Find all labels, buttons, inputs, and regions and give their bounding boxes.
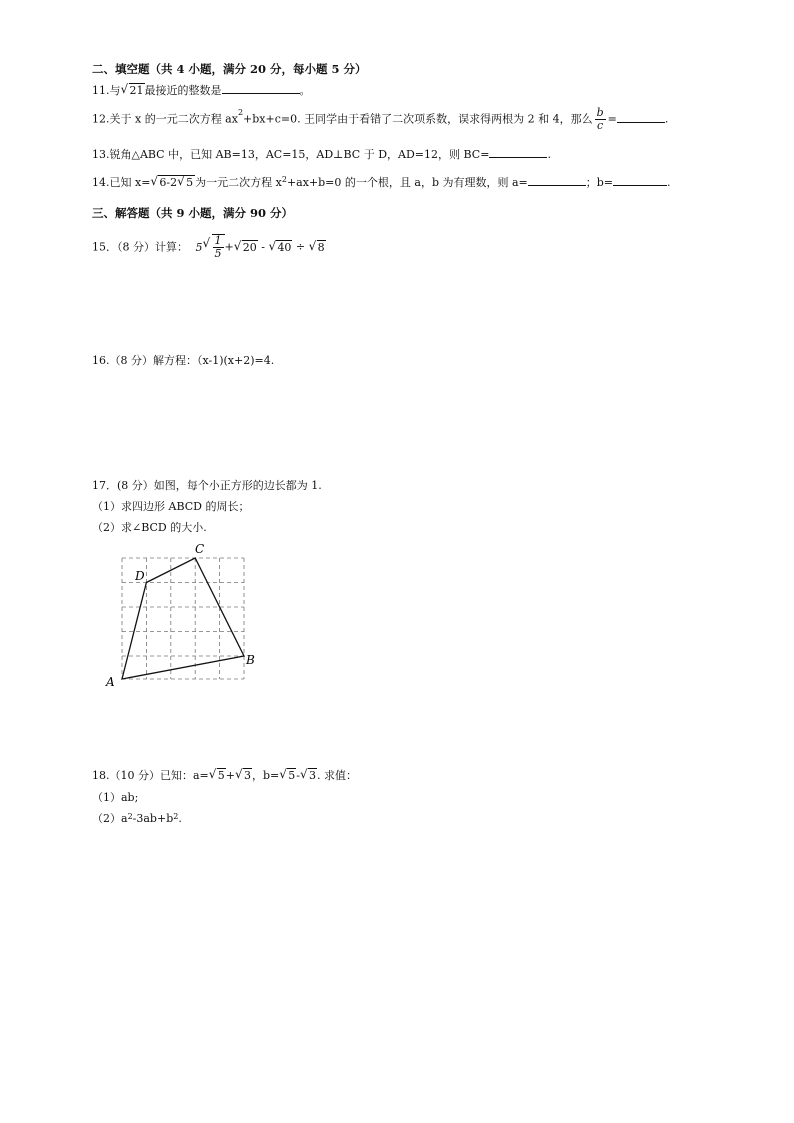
q18-part2-c: . bbox=[178, 812, 182, 825]
question-18 bbox=[92, 768, 357, 784]
q14-sup: 2 bbox=[281, 175, 287, 184]
q18-part2-a: （2）a bbox=[92, 812, 128, 825]
question-18-part1: （1）ab; bbox=[92, 791, 139, 804]
q15-plus: + bbox=[224, 240, 234, 254]
q14-a-blank[interactable] bbox=[528, 174, 586, 186]
q12-text2: +bx+c=0. 王同学由于看错了二次项系数，误求得两根为 2 和 4，那么 bbox=[243, 112, 593, 126]
q18-sup-1: 2 bbox=[127, 812, 133, 821]
q14-mid: 为一元二次方程 x bbox=[195, 176, 282, 189]
q18-prefix: 18.（10 分）已知：a= bbox=[92, 769, 209, 782]
grid-svg bbox=[100, 540, 270, 690]
sqrt-frac-1-5: √ $\frac{1}{5}$ bbox=[203, 234, 225, 260]
question-13: 13.锐角△ABC 中，已知 AB=13，AC=15，AD⊥BC 于 D，AD=12，则 BC= . bbox=[92, 148, 551, 161]
question-11 bbox=[92, 82, 311, 99]
q12-answer-blank[interactable] bbox=[617, 111, 665, 123]
q15-label: 15．（8 分）计算： bbox=[92, 240, 188, 254]
q14-b-blank[interactable] bbox=[613, 174, 667, 186]
sqrt-3-b: √ 3 bbox=[300, 768, 317, 784]
question-17-part2: （2）求∠BCD 的大小. bbox=[92, 521, 207, 534]
question-18-part2 bbox=[92, 811, 182, 827]
quadrilateral-grid-figure bbox=[100, 540, 270, 693]
q11-end: 。 bbox=[299, 84, 311, 97]
q18-part2-b: -3ab+b bbox=[132, 812, 174, 825]
question-17-title: 17．(8 分）如图，每个小正方形的边长都为 1. bbox=[92, 479, 322, 492]
q11-answer-blank[interactable] bbox=[222, 82, 300, 94]
q13-answer-blank[interactable] bbox=[489, 146, 547, 158]
q14-prefix: 14.已知 x= bbox=[92, 176, 151, 189]
sqrt-21: √ 21 bbox=[121, 83, 145, 99]
vertex-label-d: D bbox=[135, 569, 145, 583]
section-3-heading: 三、解答题（共 9 小题，满分 90 分） bbox=[92, 206, 294, 220]
sqrt-20: √ 20 bbox=[234, 237, 258, 259]
q15-minus: - bbox=[257, 240, 269, 254]
vertex-label-a: A bbox=[106, 675, 115, 689]
q14-sep: ；b= bbox=[585, 176, 614, 189]
q15-coef: 5 bbox=[195, 240, 203, 254]
section-2-heading: 二、填空题（共 4 小题，满分 20 分，每小题 5 分） bbox=[92, 62, 367, 76]
q18-plus: + bbox=[225, 769, 235, 782]
question-17-part1: （1）求四边形 ABCD 的周长； bbox=[92, 500, 250, 513]
q11-suffix: 最接近的整数是 bbox=[144, 84, 222, 97]
q18-sup-2: 2 bbox=[173, 812, 179, 821]
q13-text: 13.锐角△ABC 中，已知 AB=13，AC=15，AD⊥BC 于 D，AD=12，则 BC= bbox=[92, 148, 490, 161]
q18-end: . 求值： bbox=[316, 769, 357, 782]
q14-mid2: +ax+b=0 的一个根，且 a，b 为有理数，则 a= bbox=[286, 176, 528, 189]
vertex-label-b: B bbox=[246, 653, 255, 667]
q12-text: 12.关于 x 的一元二次方程 ax bbox=[92, 112, 238, 126]
question-12: 12.关于 x 的一元二次方程 $ax^2+bx+c=0$. 王同学由于看错了二次项系数，误求得两根为 2 和 4，那么 $\frac{b}{c}$ = . bbox=[92, 106, 669, 132]
sqrt-5-b: √ 5 bbox=[279, 768, 296, 784]
q11-prefix: 11.与 bbox=[92, 84, 121, 97]
q12-end: = bbox=[607, 112, 617, 126]
fraction-b-over-c: $\frac{b}{c}$ bbox=[596, 106, 604, 132]
q14-end: . bbox=[667, 176, 671, 189]
question-16: 16.（8 分）解方程：（x-1)(x+2)=4. bbox=[92, 354, 275, 367]
sqrt-6-2sqrt5: √ 6-2√ 5 bbox=[150, 175, 195, 191]
q12-sup: 2 bbox=[237, 108, 244, 117]
sqrt-8: √ 8 bbox=[309, 237, 326, 259]
question-14 bbox=[92, 174, 671, 191]
sqrt-40: √ 40 bbox=[268, 237, 292, 259]
q18-mid: ，b= bbox=[251, 769, 280, 782]
sqrt-3-a: √ 3 bbox=[235, 768, 252, 784]
vertex-label-c: C bbox=[195, 542, 205, 556]
question-15 bbox=[92, 234, 326, 260]
q18-minus: - bbox=[296, 769, 300, 782]
sqrt-5-a: √ 5 bbox=[209, 768, 226, 784]
q15-div: ÷ bbox=[292, 240, 309, 254]
